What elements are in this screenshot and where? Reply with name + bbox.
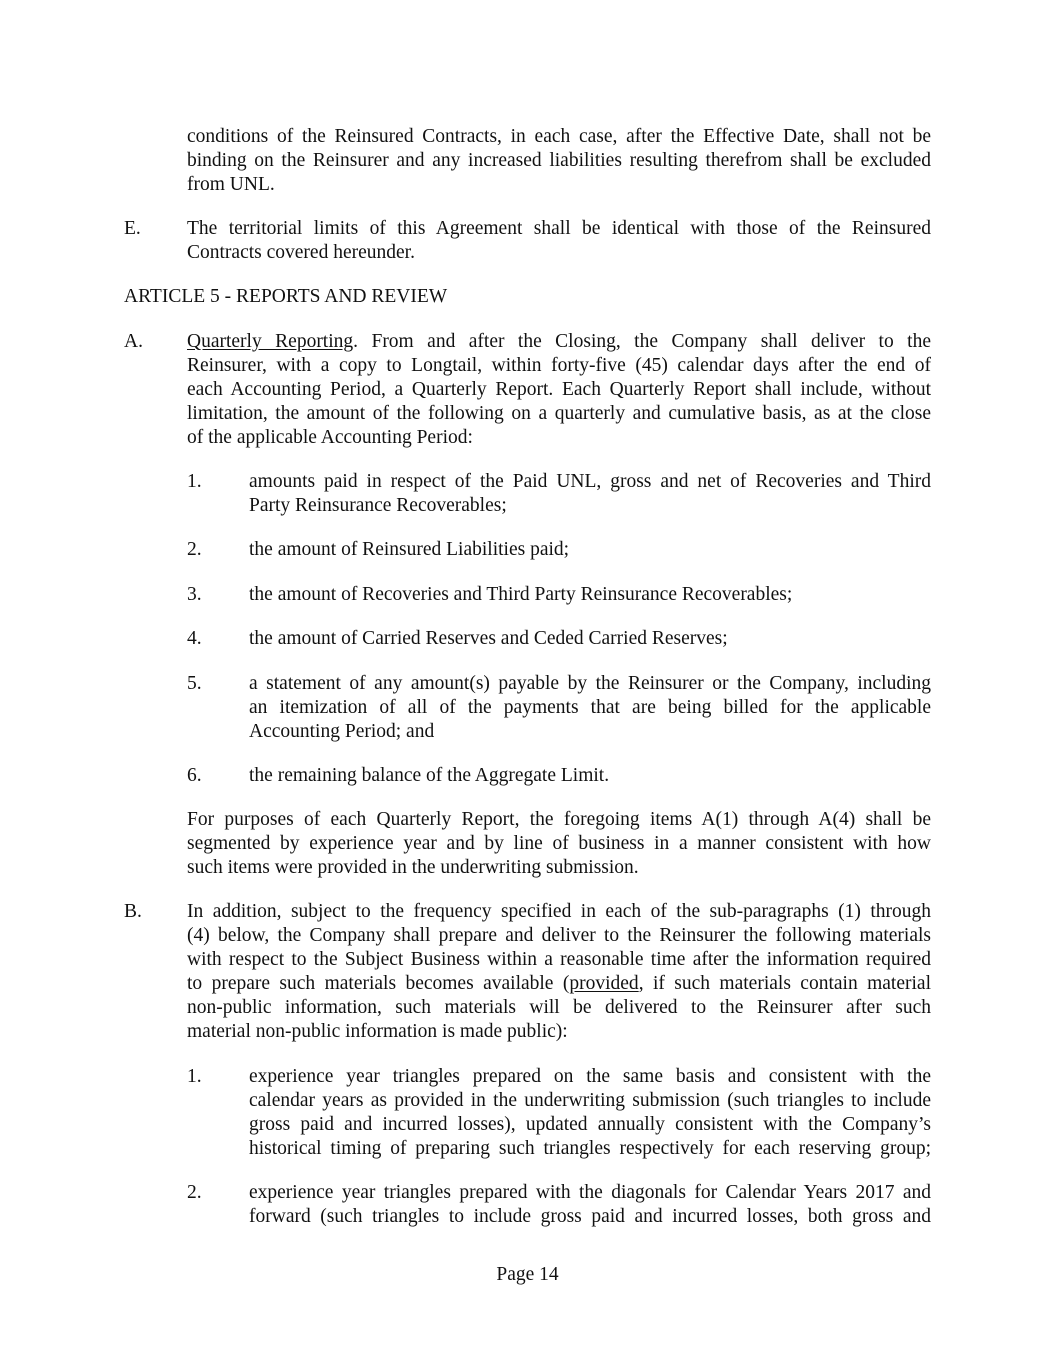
- paragraph-line: material non-public information is made public):: [187, 1021, 568, 1042]
- list-item-number: 4.: [187, 628, 202, 649]
- paragraph-line: Contracts covered hereunder.: [187, 242, 415, 263]
- list-item-line: gross paid and incurred losses), updated annually consistent with the Company’s: [249, 1114, 931, 1135]
- intro-line: from UNL.: [187, 174, 275, 195]
- page-number: Page 14: [496, 1264, 559, 1285]
- list-item-line: forward (such triangles to include gross paid and incurred losses, both gross and: [249, 1206, 931, 1227]
- paragraph-line: Reinsurer, with a copy to Longtail, within forty-five (45) calendar days after the end of: [187, 355, 931, 376]
- article-heading: ARTICLE 5 - REPORTS AND REVIEW: [124, 286, 448, 307]
- paragraph-line: In addition, subject to the frequency specified in each of the sub-paragraphs (1) through: [187, 901, 931, 922]
- list-item-number: 2.: [187, 539, 202, 560]
- list-item-number: 5.: [187, 673, 202, 694]
- list-item-line: historical timing of preparing such triangles respectively for each reserving group;: [249, 1138, 931, 1159]
- intro-line: binding on the Reinsurer and any increased liabilities resulting therefrom shall be excluded: [187, 150, 931, 171]
- paragraph-a-first-line: [187, 330, 931, 354]
- paragraph-label: A.: [124, 331, 143, 352]
- list-item-number: 1.: [187, 1066, 202, 1087]
- list-item-number: 2.: [187, 1182, 202, 1203]
- paragraph-line: segmented by experience year and by line of business in a manner consistent with how: [187, 833, 931, 854]
- paragraph-line: (4) below, the Company shall prepare and deliver to the Reinsurer the following materials: [187, 925, 931, 946]
- list-item-line: experience year triangles prepared with the diagonals for Calendar Years 2017 and: [249, 1182, 931, 1203]
- paragraph-line: with respect to the Subject Business within a reasonable time after the information required: [187, 949, 931, 970]
- paragraph-line: each Accounting Period, a Quarterly Report. Each Quarterly Report shall include, without: [187, 379, 931, 400]
- paragraph-text: , if such materials contain material: [638, 973, 931, 994]
- list-item-line: Accounting Period; and: [249, 721, 435, 742]
- paragraph-text: to prepare such materials becomes available (: [187, 973, 570, 994]
- list-item-line: experience year triangles prepared on the same basis and consistent with the: [249, 1066, 931, 1087]
- list-item-number: 6.: [187, 765, 202, 786]
- paragraph-text: . From and after the Closing, the Company shall deliver to the: [353, 331, 931, 352]
- paragraph-line: For purposes of each Quarterly Report, the foregoing items A(1) through A(4) shall be: [187, 809, 931, 830]
- paragraph-b-line-4: [187, 972, 931, 996]
- list-item-line: the amount of Carried Reserves and Ceded Carried Reserves;: [249, 628, 728, 649]
- list-item-number: 3.: [187, 584, 202, 605]
- list-item-line: the remaining balance of the Aggregate Limit.: [249, 765, 610, 786]
- paragraph-line: The territorial limits of this Agreement shall be identical with those of the Reinsured: [187, 218, 931, 239]
- paragraph-label: E.: [124, 218, 141, 239]
- paragraph-line: non-public information, such materials will be delivered to the Reinsurer after such: [187, 997, 931, 1018]
- provided-term: provided: [569, 973, 639, 994]
- paragraph-line: such items were provided in the underwriting submission.: [187, 857, 639, 878]
- list-item-line: the amount of Reinsured Liabilities paid;: [249, 539, 570, 560]
- list-item-line: an itemization of all of the payments that are being billed for the applicable: [249, 697, 931, 718]
- paragraph-line: limitation, the amount of the following on a quarterly and cumulative basis, as at the close: [187, 403, 931, 424]
- section-title: Quarterly Reporting: [187, 331, 354, 352]
- list-item-number: 1.: [187, 471, 202, 492]
- list-item-line: a statement of any amount(s) payable by the Reinsurer or the Company, including: [249, 673, 931, 694]
- paragraph-line: of the applicable Accounting Period:: [187, 427, 473, 448]
- intro-line: conditions of the Reinsured Contracts, in each case, after the Effective Date, shall not be: [187, 126, 931, 147]
- list-item-line: calendar years as provided in the underwriting submission (such triangles to include: [249, 1090, 931, 1111]
- list-item-line: the amount of Recoveries and Third Party Reinsurance Recoverables;: [249, 584, 793, 605]
- paragraph-label: B.: [124, 901, 142, 922]
- list-item-line: Party Reinsurance Recoverables;: [249, 495, 507, 516]
- list-item-line: amounts paid in respect of the Paid UNL, gross and net of Recoveries and Third: [249, 471, 931, 492]
